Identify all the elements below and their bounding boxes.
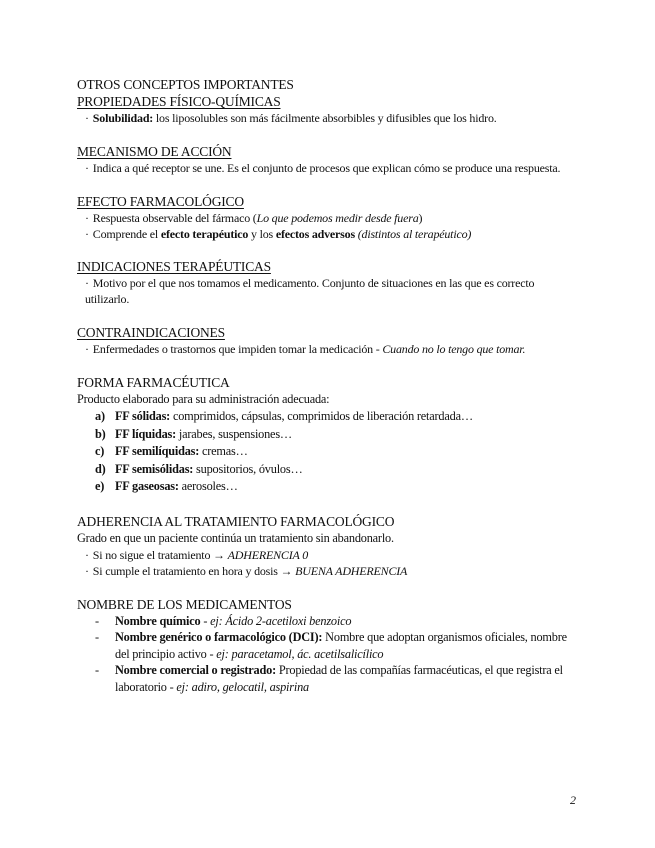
paragraph-efecto-2: · Comprende el efecto terapéutico y los efectos adversos (distintos al terapéutico) — [85, 227, 472, 241]
heading-adherencia: ADHERENCIA AL TRATAMIENTO FARMACOLÓGICO — [77, 513, 395, 529]
list-item: - Nombre genérico o farmacológico (DCI): Nombre que adoptan organismos oficiales, nombre del principio activo - ej: paracetamol, ác. acetilsalicílico — [95, 630, 567, 661]
paragraph-contraindicaciones: · Enfermedades o trastornos que impiden tomar la medicación - Cuando no lo tengo que tomar. — [85, 342, 526, 356]
list-item: d) FF semisólidas: supositorios, óvulos… — [95, 461, 303, 476]
heading-mecanismo: MECANISMO DE ACCIÓN — [77, 144, 232, 159]
heading-contraindicaciones: CONTRAINDICACIONES — [77, 325, 225, 340]
forma-list — [77, 408, 577, 496]
document-content — [77, 76, 577, 695]
list-item: c) FF semilíquidas: cremas… — [95, 444, 248, 458]
heading-forma: FORMA FARMACÉUTICA — [77, 375, 230, 390]
list-item: e) FF gaseosas: aerosoles… — [95, 479, 238, 493]
adherencia-intro: Grado en que un paciente continúa un tratamiento sin abandonarlo. — [77, 530, 394, 545]
heading-indicaciones: INDICACIONES TERAPÉUTICAS — [77, 259, 271, 274]
page-number: 2 — [570, 793, 576, 807]
heading-efecto: EFECTO FARMACOLÓGICO — [77, 194, 244, 209]
paragraph-indicaciones: · Motivo por el que nos tomamos el medicamento. Conjunto de situaciones en las que es correcto utilizarlo. — [85, 276, 535, 306]
paragraph-adherencia-1: · Si no sigue el tratamiento → ADHERENCIA 0 — [85, 547, 309, 562]
paragraph-mecanismo: · Indica a qué receptor se une. Es el conjunto de procesos que explican cómo se produce una respuesta. — [85, 161, 561, 175]
heading-nombre: NOMBRE DE LOS MEDICAMENTOS — [77, 596, 292, 612]
heading-propiedades: PROPIEDADES FÍSICO-QUÍMICAS — [77, 94, 281, 109]
list-item: - Nombre químico - ej: Ácido 2-acetiloxi benzoico — [95, 613, 352, 628]
paragraph-adherencia-2: · Si cumple el tratamiento en hora y dosis → BUENA ADHERENCIA — [85, 563, 408, 578]
list-item: b) FF líquidas: jarabes, suspensiones… — [95, 426, 293, 441]
paragraph-solubilidad: · Solubilidad: los liposolubles son más fácilmente absorbibles y difusibles que los hidro. — [85, 111, 497, 125]
list-item: - Nombre comercial o registrado: Propiedad de las compañías farmacéuticas, el que registra el laboratorio - ej: adiro, gelocatil, aspirina — [95, 663, 563, 694]
document-title: OTROS CONCEPTOS IMPORTANTES — [77, 77, 294, 92]
paragraph-efecto-1: · Respuesta observable del fármaco (Lo que podemos medir desde fuera) — [85, 211, 423, 225]
forma-intro: Producto elaborado para su administración adecuada: — [77, 392, 330, 406]
list-item: a) FF sólidas: comprimidos, cápsulas, comprimidos de liberación retardada… — [95, 409, 473, 423]
nombre-list — [77, 613, 577, 696]
